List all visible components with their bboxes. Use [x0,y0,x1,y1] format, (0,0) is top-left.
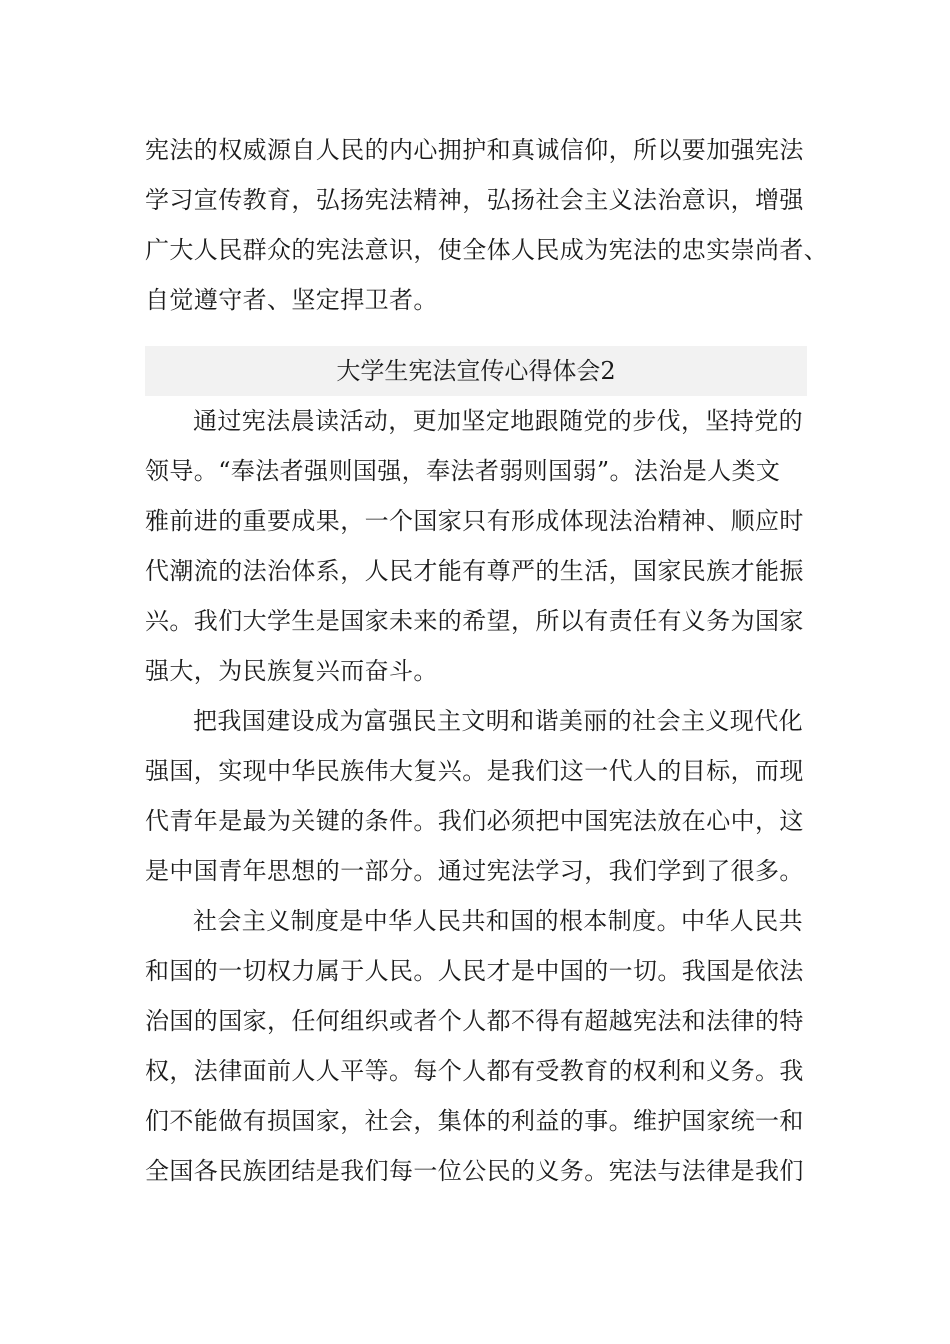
text-line: 代青年是最为关键的条件。我们必须把中国宪法放在心中，这 [145,807,804,835]
paragraph-3 [145,896,807,1196]
text-line: 雅前进的重要成果，一个国家只有形成体现法治精神、顺应时 [145,507,804,535]
text-line: 代潮流的法治体系，人民才能有尊严的生活，国家民族才能振 [145,557,804,585]
text-line: 学习宣传教育，弘扬宪法精神，弘扬社会主义法治意识，增强 [145,186,804,214]
section-heading: 大学生宪法宣传心得体会2 [145,346,807,396]
text-line: 治国的国家，任何组织或者个人都不得有超越宪法和法律的特 [145,1007,804,1035]
text-line: 全国各民族团结是我们每一位公民的义务。宪法与法律是我们 [145,1157,804,1185]
paragraph-1 [145,396,807,696]
text-line: 强大，为民族复兴而奋斗。 [145,657,438,685]
text-line: 强国，实现中华民族伟大复兴。是我们这一代人的目标，而现 [145,757,804,785]
text-line: 广大人民群众的宪法意识，使全体人民成为宪法的忠实崇尚者、 [145,236,829,264]
document-page [145,125,829,1196]
text-line: 和国的一切权力属于人民。人民才是中国的一切。我国是依法 [145,957,804,985]
text-line: 宪法的权威源自人民的内心拥护和真诚信仰，所以要加强宪法 [145,136,804,164]
text-line: 权，法律面前人人平等。每个人都有受教育的权利和义务。我 [145,1057,804,1085]
text-line: 通过宪法晨读活动，更加坚定地跟随党的步伐，坚持党的 [193,407,803,435]
text-line: 是中国青年思想的一部分。通过宪法学习，我们学到了很多。 [145,857,804,885]
paragraph-2 [145,696,807,896]
text-line: 自觉遵守者、坚定捍卫者。 [145,286,438,314]
intro-paragraph [145,125,829,325]
text-line: 兴。我们大学生是国家未来的希望，所以有责任有义务为国家 [145,607,804,635]
text-line: 们不能做有损国家，社会，集体的利益的事。维护国家统一和 [145,1107,804,1135]
text-line: 社会主义制度是中华人民共和国的根本制度。中华人民共 [193,907,803,935]
text-line: 把我国建设成为富强民主文明和谐美丽的社会主义现代化 [193,707,803,735]
text-line: 领导。“奉法者强则国强，奉法者弱则国弱”。法治是人类文 [145,457,781,485]
